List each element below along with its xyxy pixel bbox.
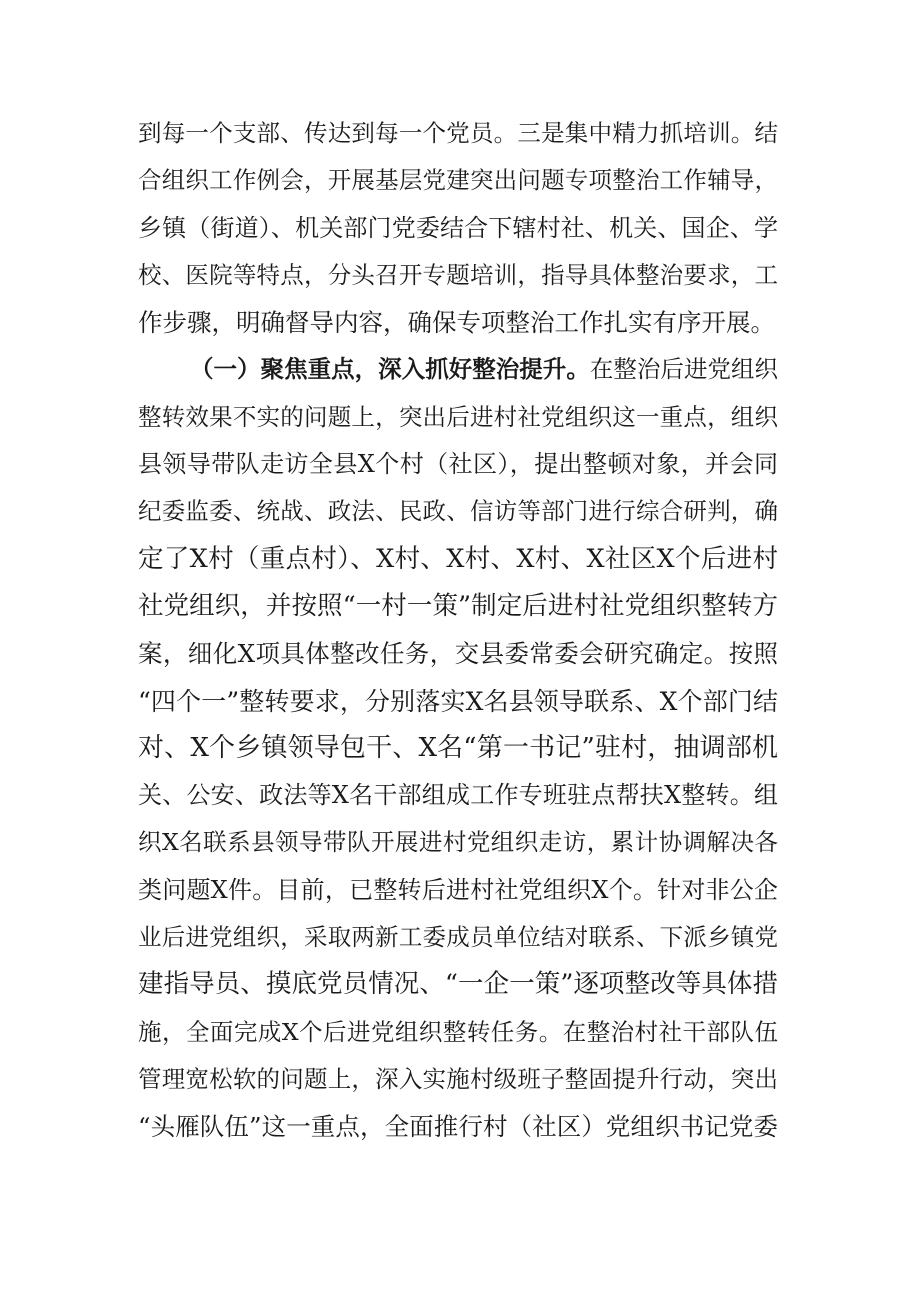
text-line: 管理宽松软的问题上，深入实施村级班子整固提升行动，突出 — [138, 1064, 778, 1093]
text-line: “头雁队伍”这一重点，全面推行村（社区）党组织书记党委 — [138, 1112, 778, 1142]
text-line: “四个一”整转要求，分别落实X名县领导联系、X个部门结 — [138, 686, 778, 716]
text-line: 对、X个乡镇领导包干、X名“第一书记”驻村，抽调部机 — [138, 732, 778, 763]
paragraph-1 — [138, 110, 778, 346]
text-line: 乡镇（街道）、机关部门党委结合下辖村社、机关、国企、学 — [138, 213, 778, 242]
text-line: 建指导员、摸底党员情况、“一企一策”逐项整改等具体措 — [138, 969, 778, 1000]
text-line: 定了X村（重点村）、X村、X村、X村、X社区X个后进村 — [138, 543, 778, 574]
text-line: 织X名联系县领导带队开展进村党组织走访，累计协调解决各 — [138, 828, 778, 857]
text-line: 到每一个支部、传达到每一个党员。三是集中精力抓培训。结 — [138, 119, 778, 147]
text-line: 关、公安、政法等X名干部组成工作专班驻点帮扶X整转。组 — [138, 781, 778, 810]
text-line: 社党组织，并按照“一村一策”制定后进村社党组织整转方 — [138, 590, 778, 621]
text-line: 整转效果不实的问题上，突出后进村社党组织这一重点，组织 — [138, 402, 778, 431]
text-line: 案，细化X项具体整改任务，交县委常委会研究确定。按照 — [138, 639, 778, 669]
text-line: 县领导带队走访全县X个村（社区），提出整顿对象，并会同 — [138, 450, 778, 479]
paragraph-2 — [138, 346, 778, 1150]
text-line: 施，全面完成X个后进党组织整转任务。在整治村社干部队伍 — [138, 1017, 778, 1046]
text-line: 校、医院等特点，分头召开专题培训，指导具体整治要求，工 — [138, 260, 778, 289]
text-line — [138, 346, 778, 393]
text-line: 类问题X件。目前，已整转后进村社党组织X个。针对非公企 — [138, 875, 778, 904]
document-body — [138, 110, 778, 1151]
text-line: 作步骤，明确督导内容，确保专项整治工作扎实有序开展。 — [138, 308, 775, 338]
section-heading: （一）聚焦重点，深入抓好整治提升。 — [190, 355, 590, 384]
text-line: 合组织工作例会，开展基层党建突出问题专项整治工作辅导， — [138, 166, 778, 195]
heading-line-rest: 在整治后进党组织 — [589, 355, 779, 384]
text-line: 纪委监委、统战、政法、民政、信访等部门进行综合研判，确 — [138, 497, 778, 526]
text-line: 业后进党组织，采取两新工委成员单位结对联系、下派乡镇党 — [138, 923, 778, 952]
